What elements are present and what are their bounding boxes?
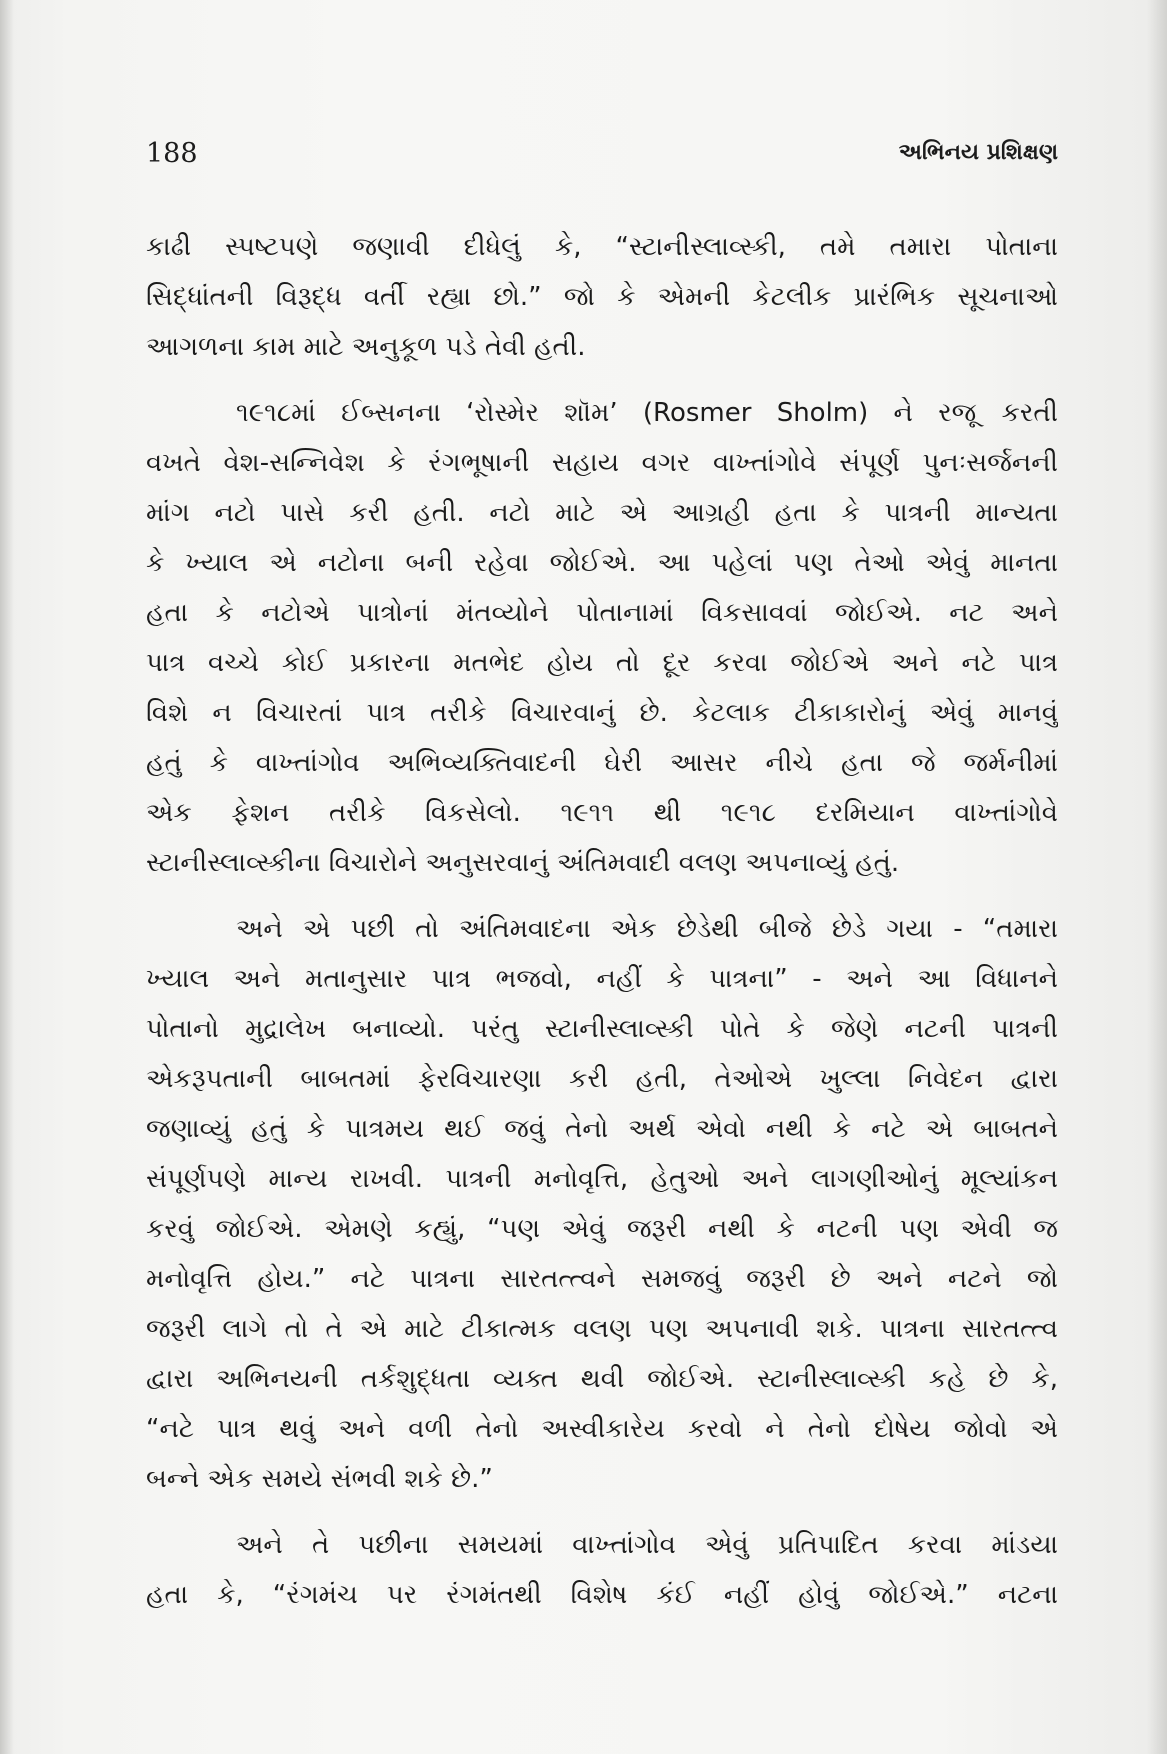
text-line: સિદ્ધાંતની વિરૂદ્ધ વર્તી રહ્યા છો.” જો કે એમની કેટલીક પ્રારંભિક સૂચનાઓ <box>146 282 1058 312</box>
text-line: હતું કે વાખ્તાંગોવ અભિવ્યક્તિવાદની ઘેરી આસર નીચે હતા જે જર્મનીમાં <box>146 748 1058 778</box>
text-line: અને એ પછી તો અંતિમવાદના એક છેડેથી બીજે છેડે ગયા - “તમારા <box>236 914 1058 944</box>
text-line: આગળના કામ માટે અનુકૂળ પડે તેવી હતી. <box>146 332 586 362</box>
text-line: વખતે વેશ-સન્નિવેશ કે રંગભૂષાની સહાય વગર વાખ્તાંગોવે સંપૂર્ણ પુનઃસર્જનની <box>146 448 1058 478</box>
text-line: ૧૯૧૮માં ઈબ્સનના ‘રોસ્મેર શૉમ’ (Rosmer Sholm) ને રજૂ કરતી <box>236 398 1058 428</box>
text-line: મનોવૃત્તિ હોય.” નટે પાત્રના સારતત્ત્વને સમજવું જરૂરી છે અને નટને જો <box>146 1264 1058 1294</box>
text-line: અને તે પછીના સમયમાં વાખ્તાંગોવ એવું પ્રતિપાદિત કરવા માંડયા <box>236 1530 1058 1560</box>
body-text <box>146 222 1058 1636</box>
book-title: અભિનય પ્રશિક્ષણ <box>898 140 1058 165</box>
text-line: બન્ને એક સમયે સંભવી શકે છે.” <box>146 1464 493 1494</box>
paragraph <box>146 904 1058 1504</box>
page-number: 188 <box>146 138 198 169</box>
running-head <box>146 138 1058 178</box>
text-line: સંપૂર્ણપણે માન્ય રાખવી. પાત્રની મનોવૃત્તિ, હેતુઓ અને લાગણીઓનું મૂલ્યાંકન <box>146 1164 1058 1194</box>
paragraph <box>146 1520 1058 1620</box>
paragraph <box>146 222 1058 372</box>
text-line: હતા કે, “રંગમંચ પર રંગમંતથી વિશેષ કંઈ નહીં હોવું જોઈએ.” નટના <box>146 1580 1058 1610</box>
text-line: પાત્ર વચ્ચે કોઈ પ્રકારના મતભેદ હોય તો દૂર કરવા જોઈએ અને નટે પાત્ર <box>146 648 1058 678</box>
text-line: દ્વારા અભિનયની તર્કશુદ્ધતા વ્યક્ત થવી જોઈએ. સ્ટાનીસ્લાવ્સ્કી કહે છે કે, <box>146 1364 1058 1394</box>
text-line: “નટે પાત્ર થવું અને વળી તેનો અસ્વીકારેય કરવો ને તેનો દોષેય જોવો એ <box>146 1414 1058 1444</box>
paragraph <box>146 388 1058 888</box>
text-line: કરવું જોઈએ. એમણે કહ્યું, “પણ એવું જરૂરી નથી કે નટની પણ એવી જ <box>146 1214 1058 1244</box>
text-line: જરૂરી લાગે તો તે એ માટે ટીકાત્મક વલણ પણ અપનાવી શકે. પાત્રના સારતત્ત્વ <box>146 1314 1058 1344</box>
text-line: સ્ટાનીસ્લાવ્સ્કીના વિચારોને અનુસરવાનું અંતિમવાદી વલણ અપનાવ્યું હતું. <box>146 848 900 878</box>
text-line: કાઢી સ્પષ્ટપણે જણાવી દીધેલું કે, “સ્ટાનીસ્લાવ્સ્કી, તમે તમારા પોતાના <box>146 232 1058 262</box>
text-line: વિશે ન વિચારતાં પાત્ર તરીકે વિચારવાનું છે. કેટલાક ટીકાકારોનું એવું માનવું <box>146 698 1058 728</box>
text-line: એક ફેશન તરીકે વિકસેલો. ૧૯૧૧ થી ૧૯૧૮ દરમિયાન વાખ્તાંગોવે <box>146 798 1058 828</box>
text-line: એકરૂપતાની બાબતમાં ફેરવિચારણા કરી હતી, તેઓએ ખુલ્લા નિવેદન દ્વારા <box>146 1064 1058 1094</box>
text-line: માંગ નટો પાસે કરી હતી. નટો માટે એ આગ્રહી હતા કે પાત્રની માન્યતા <box>146 498 1058 528</box>
text-line: જણાવ્યું હતું કે પાત્રમય થઈ જવું તેનો અર્થ એવો નથી કે નટે એ બાબતને <box>146 1114 1058 1144</box>
text-line: કે ખ્યાલ એ નટોના બની રહેવા જોઈએ. આ પહેલાં પણ તેઓ એવું માનતા <box>146 548 1058 578</box>
text-line: ખ્યાલ અને મતાનુસાર પાત્ર ભજવો, નહીં કે પાત્રના” - અને આ વિધાનને <box>146 964 1058 994</box>
text-line: પોતાનો મુદ્રાલેખ બનાવ્યો. પરંતુ સ્ટાનીસ્લાવ્સ્કી પોતે કે જેણે નટની પાત્રની <box>146 1014 1058 1044</box>
text-line: હતા કે નટોએ પાત્રોનાં મંતવ્યોને પોતાનામાં વિકસાવવાં જોઈએ. નટ અને <box>146 598 1058 628</box>
